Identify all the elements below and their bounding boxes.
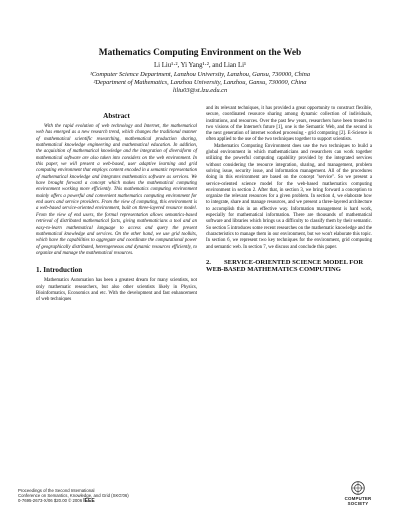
footer-line-3 xyxy=(18,498,129,504)
right-column xyxy=(206,106,372,274)
introduction-heading: 1. Introduction xyxy=(36,266,83,275)
proceedings-footer xyxy=(18,488,129,504)
logo-line-2: SOCIETY xyxy=(347,501,369,507)
footer-line-1: Proceedings of the Second International xyxy=(18,488,95,493)
affiliation-1: ¹Computer Science Department, Lanzhou University, Lanzhou, Gansu, 730000, China xyxy=(89,71,311,78)
logo-line-1: COMPUTER xyxy=(344,496,372,501)
left-column xyxy=(36,112,197,303)
body-paragraph-2: Mathematics Computing Environment does use the two techniques to build a global environment in which mathematicians and researchers can work together utilizing the powerful computing capability provided by the integrated services without considering the resource integration, sharing, and management, problem solving issue, security issue, and information management. All of the procedures doing in this environment are based on the concept "service". So we present a service-oriented science model for the web-based mathematics computing environment in section 2. After that, in section 3, we bring forward a conception to organize the relevant resources for a given problem. In section 4, we elaborate how to integrate, share and manage resources, and we present a three-layered architecture to accomplish this in an effective way. Information management is hard work, especially for mathematical information. There are thousands of mathematical software and libraries which brings us a difficulty to classify them by their semantic. So section 5 introduces some recent researches on the mathematic knowledge and the characteristics to manage them in our environment, but we won't elaborate this topic. In section 6, we represent two key techniques for the environment, grid computing and semantic web. In section 7, we discuss and conclude this paper. xyxy=(206,143,372,250)
abstract-text: With the rapid evolution of web technology and Internet, the mathematical web has emerged as a new research trend, which changes the traditional manner of mathematical scientific researching, mathematical production sharing, mathematical knowledge engineering and mathematical education. In addition, the acquisition of mathematical knowledge and the integration of diversiform of mathematical software are also taken into considers on the web environment. In this paper, we will present a web-based, user adaptive learning and grid computing environment that employs content encoded in a semantic representation of mathematical knowledge and integrates mathematics software as services. We have brought forward a concept which makes the mathematical computing environment working more efficiently. This mathematics computing environment mainly offers a powerful and convenient mathematics computing environment for end users and service providers. From the view of computing, this environment is a web-based service-oriented environment, built on three-layered resource model. From the view of end users, the formal representation allows semantics-based retrieval of distributed mathematical facts, giving mathematicians a tool and an easy-to-learn mathematical language to access and query the present mathematical knowledge and services. On the other hand, we use grid toolkits, which have the capabilities to aggregate and coordinate the computational power of geographically distributed, heterogeneous and dynamic resources efficiently, to organize and manage the mathematical resources. xyxy=(36,124,197,256)
author-list: Li Liu¹·², Yi Yang¹·², and Lian Li¹ xyxy=(153,62,247,69)
abstract-heading: Abstract xyxy=(103,112,130,120)
computer-society-emblem-icon xyxy=(351,481,365,495)
computer-society-logo xyxy=(336,481,380,511)
section-2-title: SERVICE-ORIENTED SCIENCE MODEL FOR WEB-BASED MATHEMATICS COMPUTING xyxy=(206,258,364,274)
paper-title: Mathematics Computing Environment on the Web xyxy=(98,48,302,58)
affiliation-2: ²Department of Mathematics, Lanzhou University, Lanzhou, Gansu, 730000, China xyxy=(93,79,307,86)
section-2-number: 2. xyxy=(206,258,211,266)
ieee-logo-text: IEEE xyxy=(83,498,95,505)
computer-society-label xyxy=(336,496,380,506)
section-2-heading xyxy=(206,259,372,274)
footer-line-2: Conference on Semantics, Knowledge, and Grid (SKG'06) xyxy=(18,493,129,499)
author-email: liliu03@st.lzu.edu.cn xyxy=(172,87,228,94)
body-paragraph-1: and its relevant techniques, it has provided a great opportunity to construct flexible, secure, coordinated resource sharing among dynamic collection of individuals, institutions, and resources. Over the past few years, researchers have been treated to two visions of the Internet's future [1], one is the Semantic Web, and the second is the next generation of internet worked processing - grid computing [2]. E-Science is often applied to the use of the two techniques together to support scientists. xyxy=(206,106,372,143)
introduction-text: Mathematics Automation has been a greatest dream for many scientists, not only mathematic researchers, but also other scientists likely in Physics, Bioinformatics, Economics and etc. With the development and fast enhancement of web techniques xyxy=(36,278,197,303)
footer-isbn: 0-7695-2673-X/06 $20.00 © 2006 xyxy=(18,498,83,504)
